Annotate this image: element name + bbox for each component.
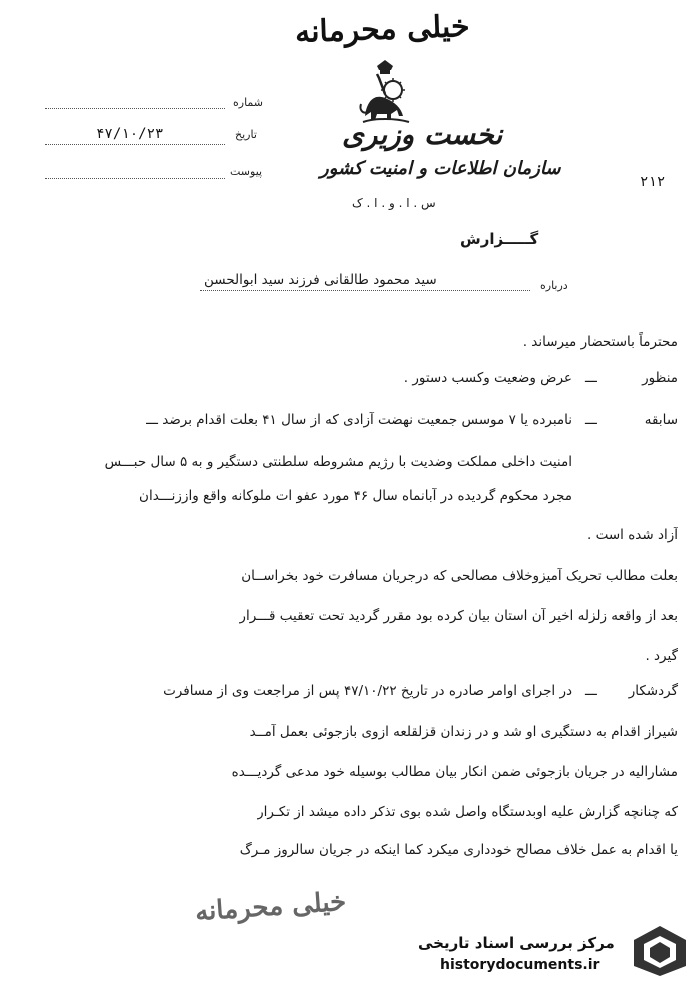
organization-name: سازمان اطلاعات و امنیت کشور — [320, 158, 561, 179]
body-line: بعلت مطالب تحریک آمیزوخلاف مصالحی که درجریان مسافرت خود بخراســان — [241, 568, 678, 584]
label-date: تاریخ — [235, 128, 257, 141]
classification-stamp-top: خیلی محرمانه — [294, 8, 471, 51]
lion-sun-emblem-icon — [355, 58, 415, 126]
subject-line — [200, 290, 530, 291]
number-line — [45, 108, 225, 109]
body-line: شیراز اقدام به دستگیری او شد و در زندان قزلقلعه ازوی بازجوئی بعمل آمــد — [249, 724, 678, 740]
body-line: عرض وضعیت وکسب دستور . — [403, 370, 572, 386]
organization-code: س . ا . و . ا . ک — [352, 196, 436, 210]
body-line: یا اقدام به عمل خلاف مصالح خودداری میکرد کما اینکه در جریان سالروز مـرگ — [239, 842, 678, 858]
subject-text: سید محمود طالقانی فرزند سید ابوالحسن — [204, 272, 437, 288]
side-number: ۲۱۲ — [640, 174, 666, 190]
archive-logo-icon — [630, 922, 690, 978]
date-value: ۴۷/۱۰/۲۳ — [96, 126, 164, 142]
salutation: محترماً باستحضار میرساند . — [522, 334, 678, 350]
label-attachment: پیوست — [230, 165, 263, 178]
watermark-title: مرکز بررسی اسناد تاریخی — [418, 934, 615, 952]
body-line: در اجرای اوامر صادره در تاریخ ۴۷/۱۰/۲۲ پس از مراجعت وی از مسافرت — [163, 683, 572, 699]
subject-label: درباره — [540, 279, 568, 292]
body-line: نامبرده یا ۷ موسس جمعیت نهضت آزادی که از سال ۴۱ بعلت اقدام برضد ـــ — [146, 412, 572, 428]
attachment-line — [45, 178, 225, 179]
body-line: گیرد . — [645, 648, 678, 664]
date-line — [45, 144, 225, 145]
classification-stamp-bottom: خیلی محرمانه — [194, 886, 348, 928]
watermark-url: historydocuments.ir — [440, 957, 600, 973]
section-dash: ـــ — [585, 683, 597, 699]
section-label: سابقه — [644, 412, 678, 428]
body-line: که چنانچه گزارش علیه اوبدستگاه واصل شده بوی تذکر داده میشد از تکـرار — [257, 804, 678, 820]
body-line: مجرد محکوم گردیده در آبانماه سال ۴۶ مورد عفو ات ملوکانه واقع واززنـــدان — [139, 488, 572, 504]
report-title: گـــــزارش — [460, 230, 539, 248]
body-line: آزاد شده است . — [587, 527, 678, 543]
section-label: منظور — [642, 370, 678, 386]
section-label: گردشکار — [628, 683, 678, 699]
body-line: بعد از واقعه زلزله اخیر آن استان بیان کرده بود مقرر گردید تحت تعقیب قـــرار — [239, 608, 678, 624]
ministry-name: نخست وزیری — [342, 118, 503, 151]
label-number: شماره — [233, 96, 264, 109]
body-line: امنیت داخلی مملکت وضدیت با رژیم مشروطه سلطنتی دستگیر و به ۵ سال حبـــس — [104, 454, 572, 470]
section-dash: ـــ — [585, 412, 597, 428]
section-dash: ـــ — [585, 370, 597, 386]
body-line: مشارالیه در جریان بازجوئی ضمن انکار بیان مطالب بوسیله خود مدعی گردیـــده — [231, 764, 678, 780]
